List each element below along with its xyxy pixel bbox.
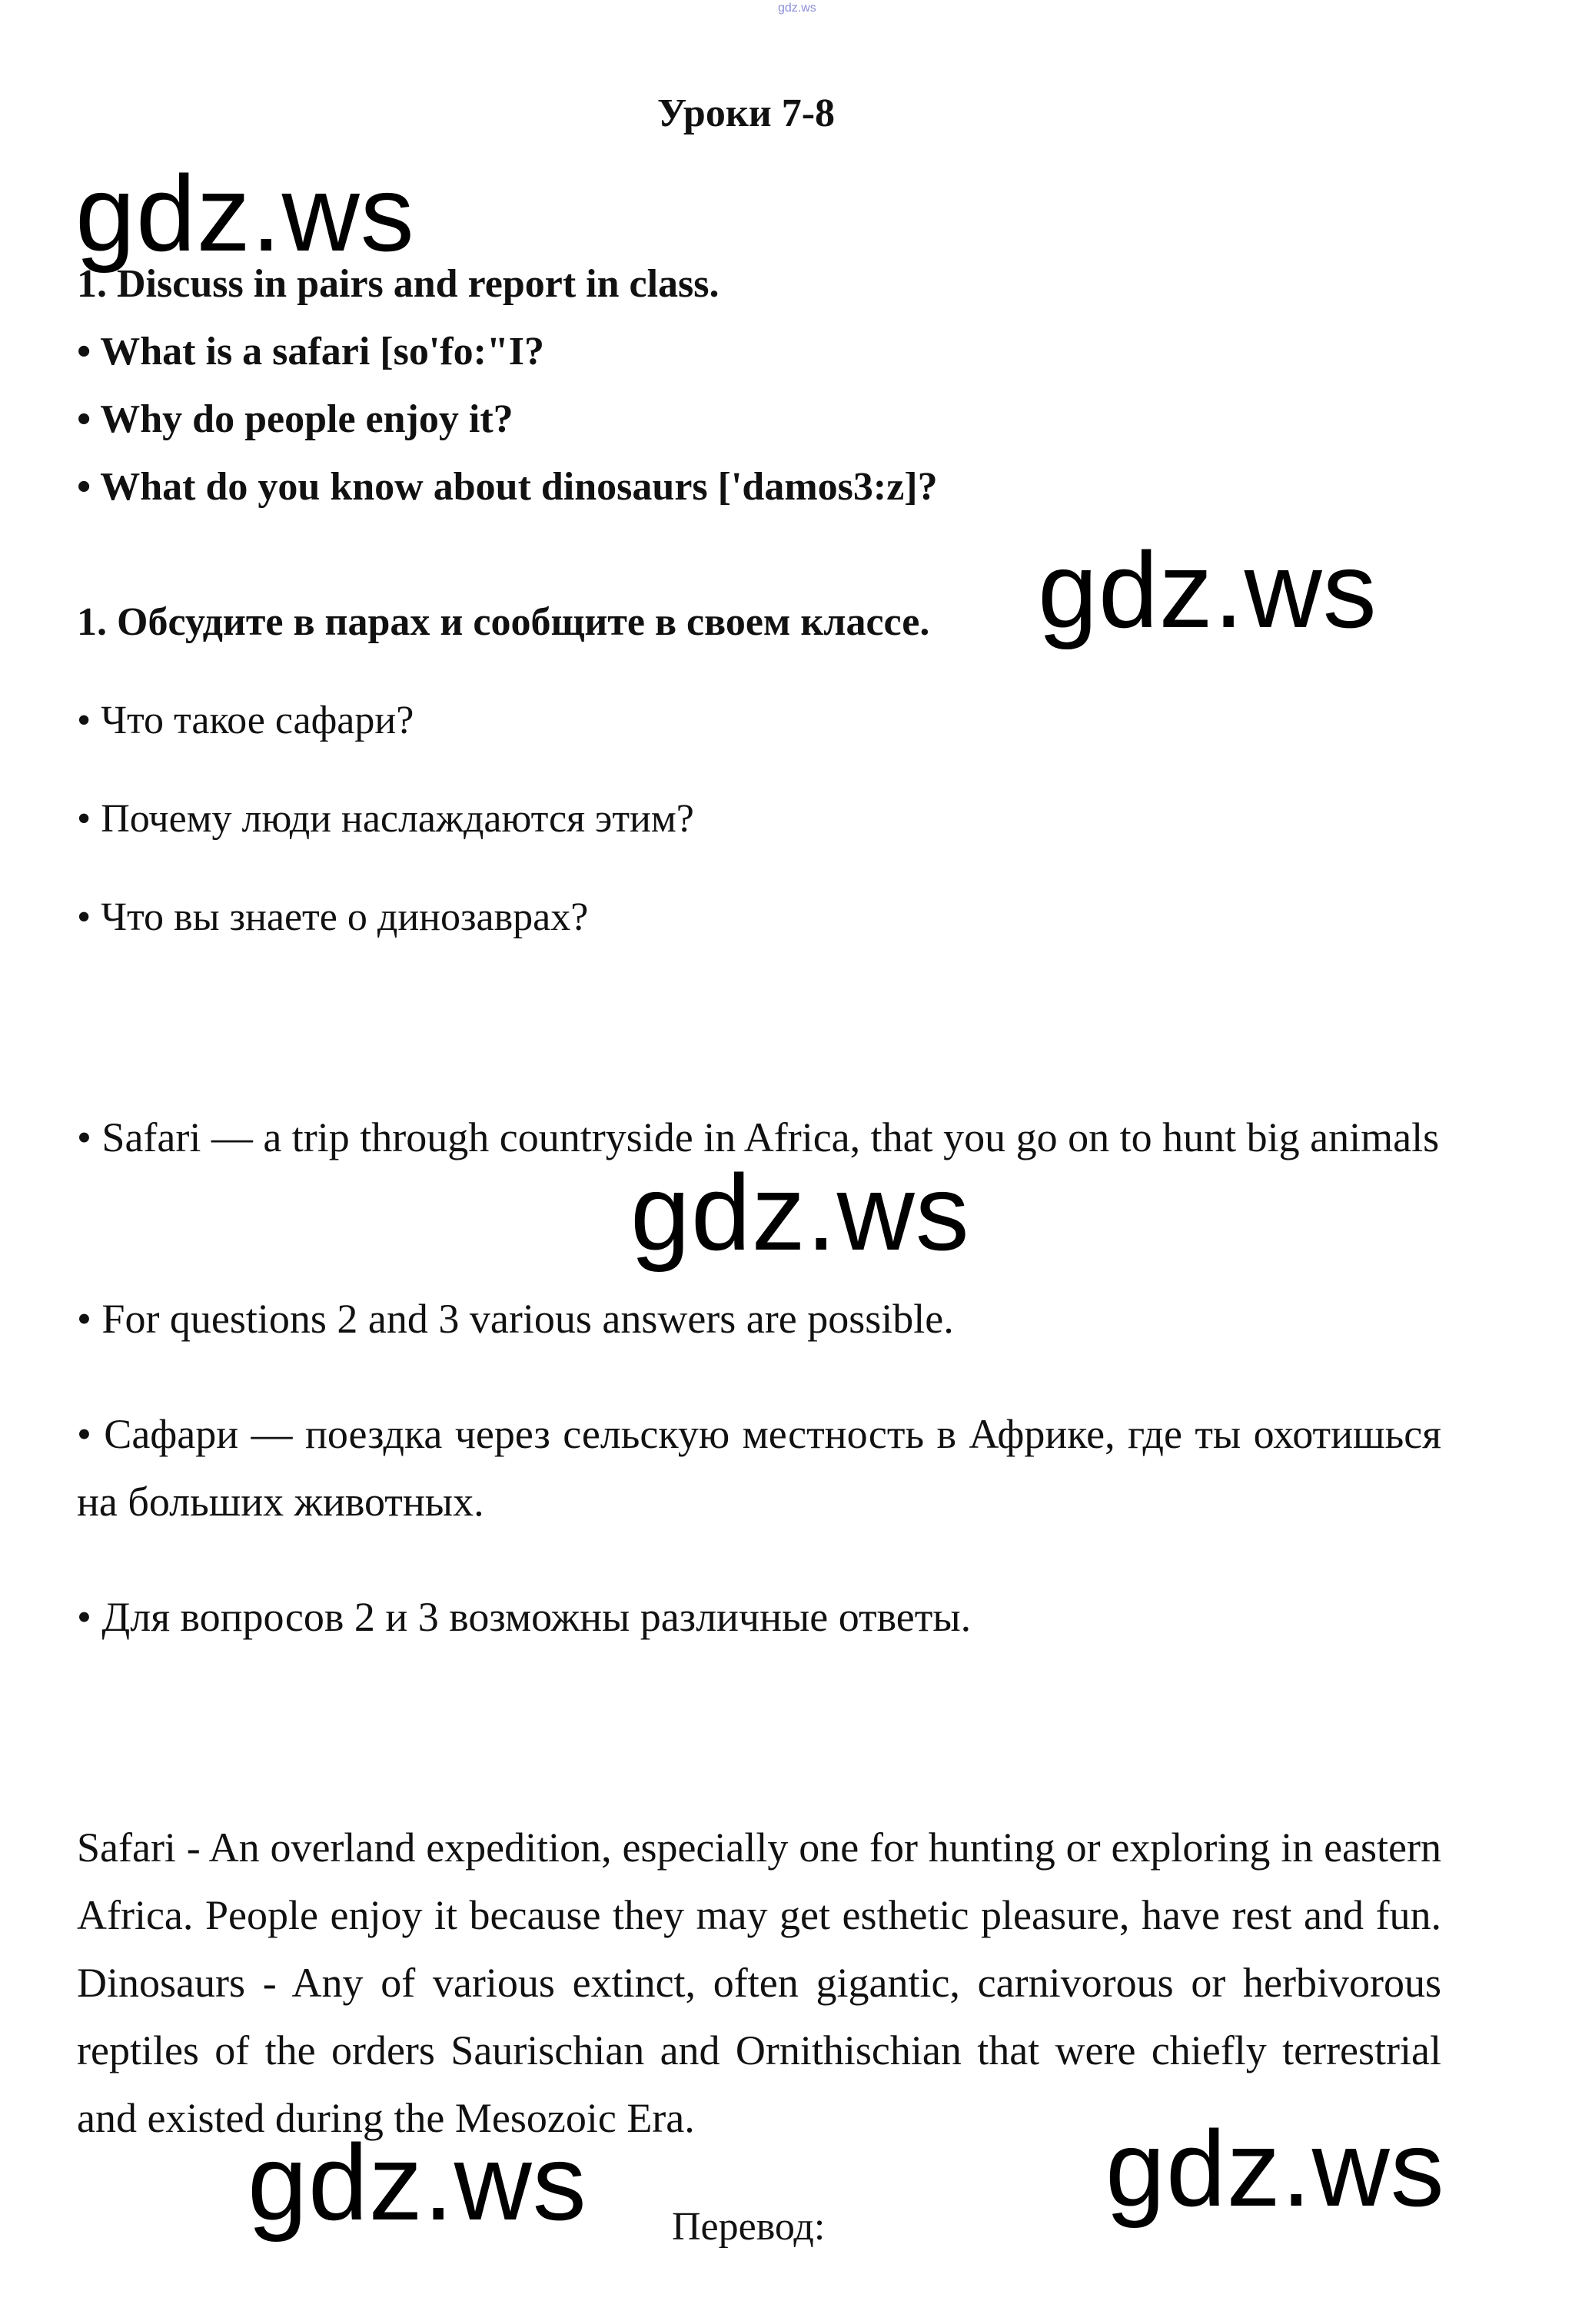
question-ru-3: • Что вы знаете о динозаврах? — [77, 895, 589, 939]
watermark-1: gdz.ws — [75, 153, 415, 274]
watermark-4: gdz.ws — [248, 2122, 587, 2243]
top-watermark: gdz.ws — [778, 2, 816, 15]
answer-ru-safari: • Сафари — поездка через сельскую местность в Африке, где ты охотишься на больших животных. — [77, 1411, 1441, 1525]
question-ru-1: • Что такое сафари? — [77, 699, 414, 742]
definition-paragraph: Safari - An overland expedition, especially one for hunting or exploring in eastern Africa. People enjoy it because they may get esthetic pleasure, have rest and fun. Dinosaurs - Any of various extinct, often gigantic, carnivorous or herbivorous reptiles of the orders Saurischian and Ornithischian that were chiefly terrestrial and existed during the Mesozoic Era. — [77, 1824, 1441, 2141]
watermark-5: gdz.ws — [1105, 2108, 1445, 2229]
watermark-2: gdz.ws — [1038, 530, 1378, 650]
page-title: Уроки 7-8 — [657, 91, 836, 135]
question-en-1: • What is a safari [so'fo:"I? — [77, 330, 545, 374]
task-heading-en: 1. Discuss in pairs and report in class. — [77, 262, 720, 306]
question-en-3: • What do you know about dinosaurs ['damos3:z]? — [77, 465, 938, 509]
task-heading-ru: 1. Обсудите в парах и сообщите в своем классе. — [77, 600, 930, 644]
answer-en-various: • For questions 2 and 3 various answers are possible. — [77, 1296, 954, 1342]
question-en-2: • Why do people enjoy it? — [77, 397, 513, 441]
question-ru-2: • Почему люди наслаждаются этим? — [77, 797, 694, 841]
watermark-3: gdz.ws — [630, 1152, 970, 1273]
answer-ru-various: • Для вопросов 2 и 3 возможны различные ответы. — [77, 1594, 972, 1640]
translation-label: Перевод: — [672, 2205, 826, 2249]
answer-en-safari: • Safari — a trip through countryside in Africa, that you go on to hunt big animals — [77, 1114, 1440, 1160]
